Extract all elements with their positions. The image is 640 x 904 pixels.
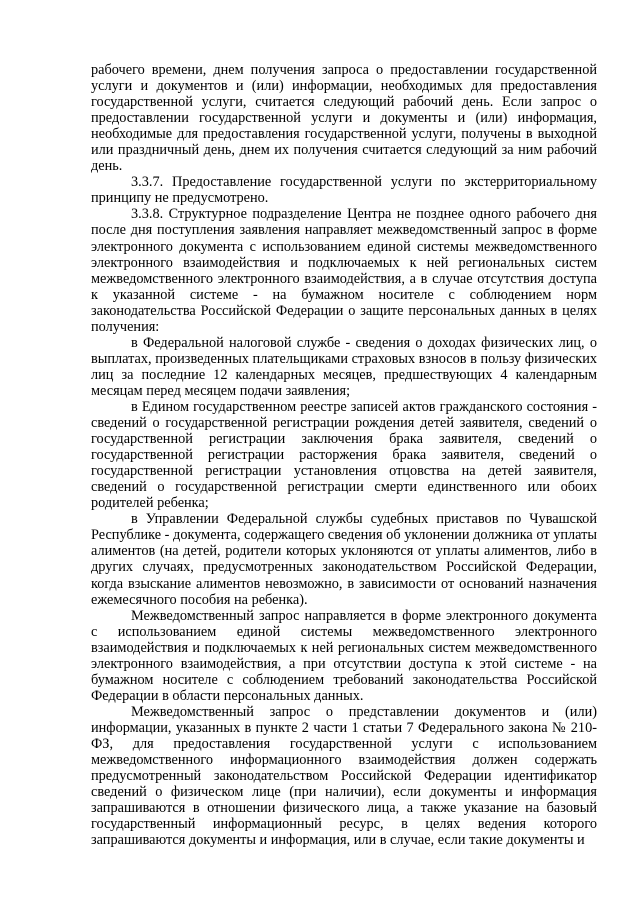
paragraph-4: в Федеральной налоговой службе - сведения о доходах физических лиц, о выплатах, произведенных плательщиками страховых взносов в пользу физических лиц за последние 12 календарных месяцев, предшествующих 4 календарным месяцам перед месяцем подачи заявления;: [91, 334, 597, 399]
paragraph-8: Межведомственный запрос о представлении документов и (или) информации, указанных в пункте 2 части 1 статьи 7 Федерального закона № 210-ФЗ, для предоставления государственной услуги с использованием межведомственного информационного взаимодействия должен содержать предусмотренный законодательством Российской Федерации идентификатор сведений о физическом лице (при наличии), если документы и информация запрашиваются в отношении физического лица, а также указание на базовый государственный информационный ресурс, в целях ведения которого запрашиваются документы и информация, или в случае, если такие документы и: [91, 703, 597, 849]
paragraph-2: 3.3.7. Предоставление государственной услуги по экстерриториальному принципу не предусмотрено.: [91, 174, 597, 207]
paragraph-7: Межведомственный запрос направляется в форме электронного документа с использованием единой системы межведомственного электронного взаимодействия и подключаемых к ней региональных систем межведомственного электронного взаимодействия, а при отсутствии доступа к этой системе - на бумажном носителе с соблюдением требований законодательства Российской Федерации в области персональных данных.: [91, 607, 597, 704]
paragraph-1: рабочего времени, днем получения запроса о предоставлении государственной услуги и документов и (или) информации, необходимых для предоставления государственной услуги, считается следующий рабочий день. Если запрос о предоставлении государственной услуги и документы и (или) информация, необходимые для предоставления государственной услуги, получены в выходной или праздничный день, днем их получения считается следующий за ним рабочий день.: [91, 62, 597, 175]
paragraph-5: в Едином государственном реестре записей актов гражданского состояния - сведений о государственной регистрации рождения детей заявителя, сведений о государственной регистрации заключения брака заявителя, сведений о государственной регистрации расторжения брака заявителя, сведений о государственной регистрации установления отцовства на детей заявителя, сведений о государственной регистрации смерти единственного или обоих родителей ребенка;: [91, 398, 597, 512]
paragraph-3: 3.3.8. Структурное подразделение Центра не позднее одного рабочего дня после дня поступления заявления направляет межведомственный запрос в форме электронного документа с использованием единой системы межведомственного электронного взаимодействия и подключаемых к ней региональных систем межведомственного электронного взаимодействия, а в случае отсутствия доступа к указанной системе - на бумажном носителе с соблюдением норм законодательства Российской Федерации о защите персональных данных в целях получения:: [91, 206, 597, 335]
document-page: [91, 62, 597, 848]
paragraph-6: в Управлении Федеральной службы судебных приставов по Чувашской Республике - документа, содержащего сведения об уклонении должника от уплаты алиментов (на детей, родители которых уклоняются от уплаты алиментов, либо в других случаях, предусмотренных законодательством Российской Федерации, когда взыскание алиментов невозможно, в зависимости от оснований назначения ежемесячного пособия на ребенка).: [91, 511, 597, 608]
